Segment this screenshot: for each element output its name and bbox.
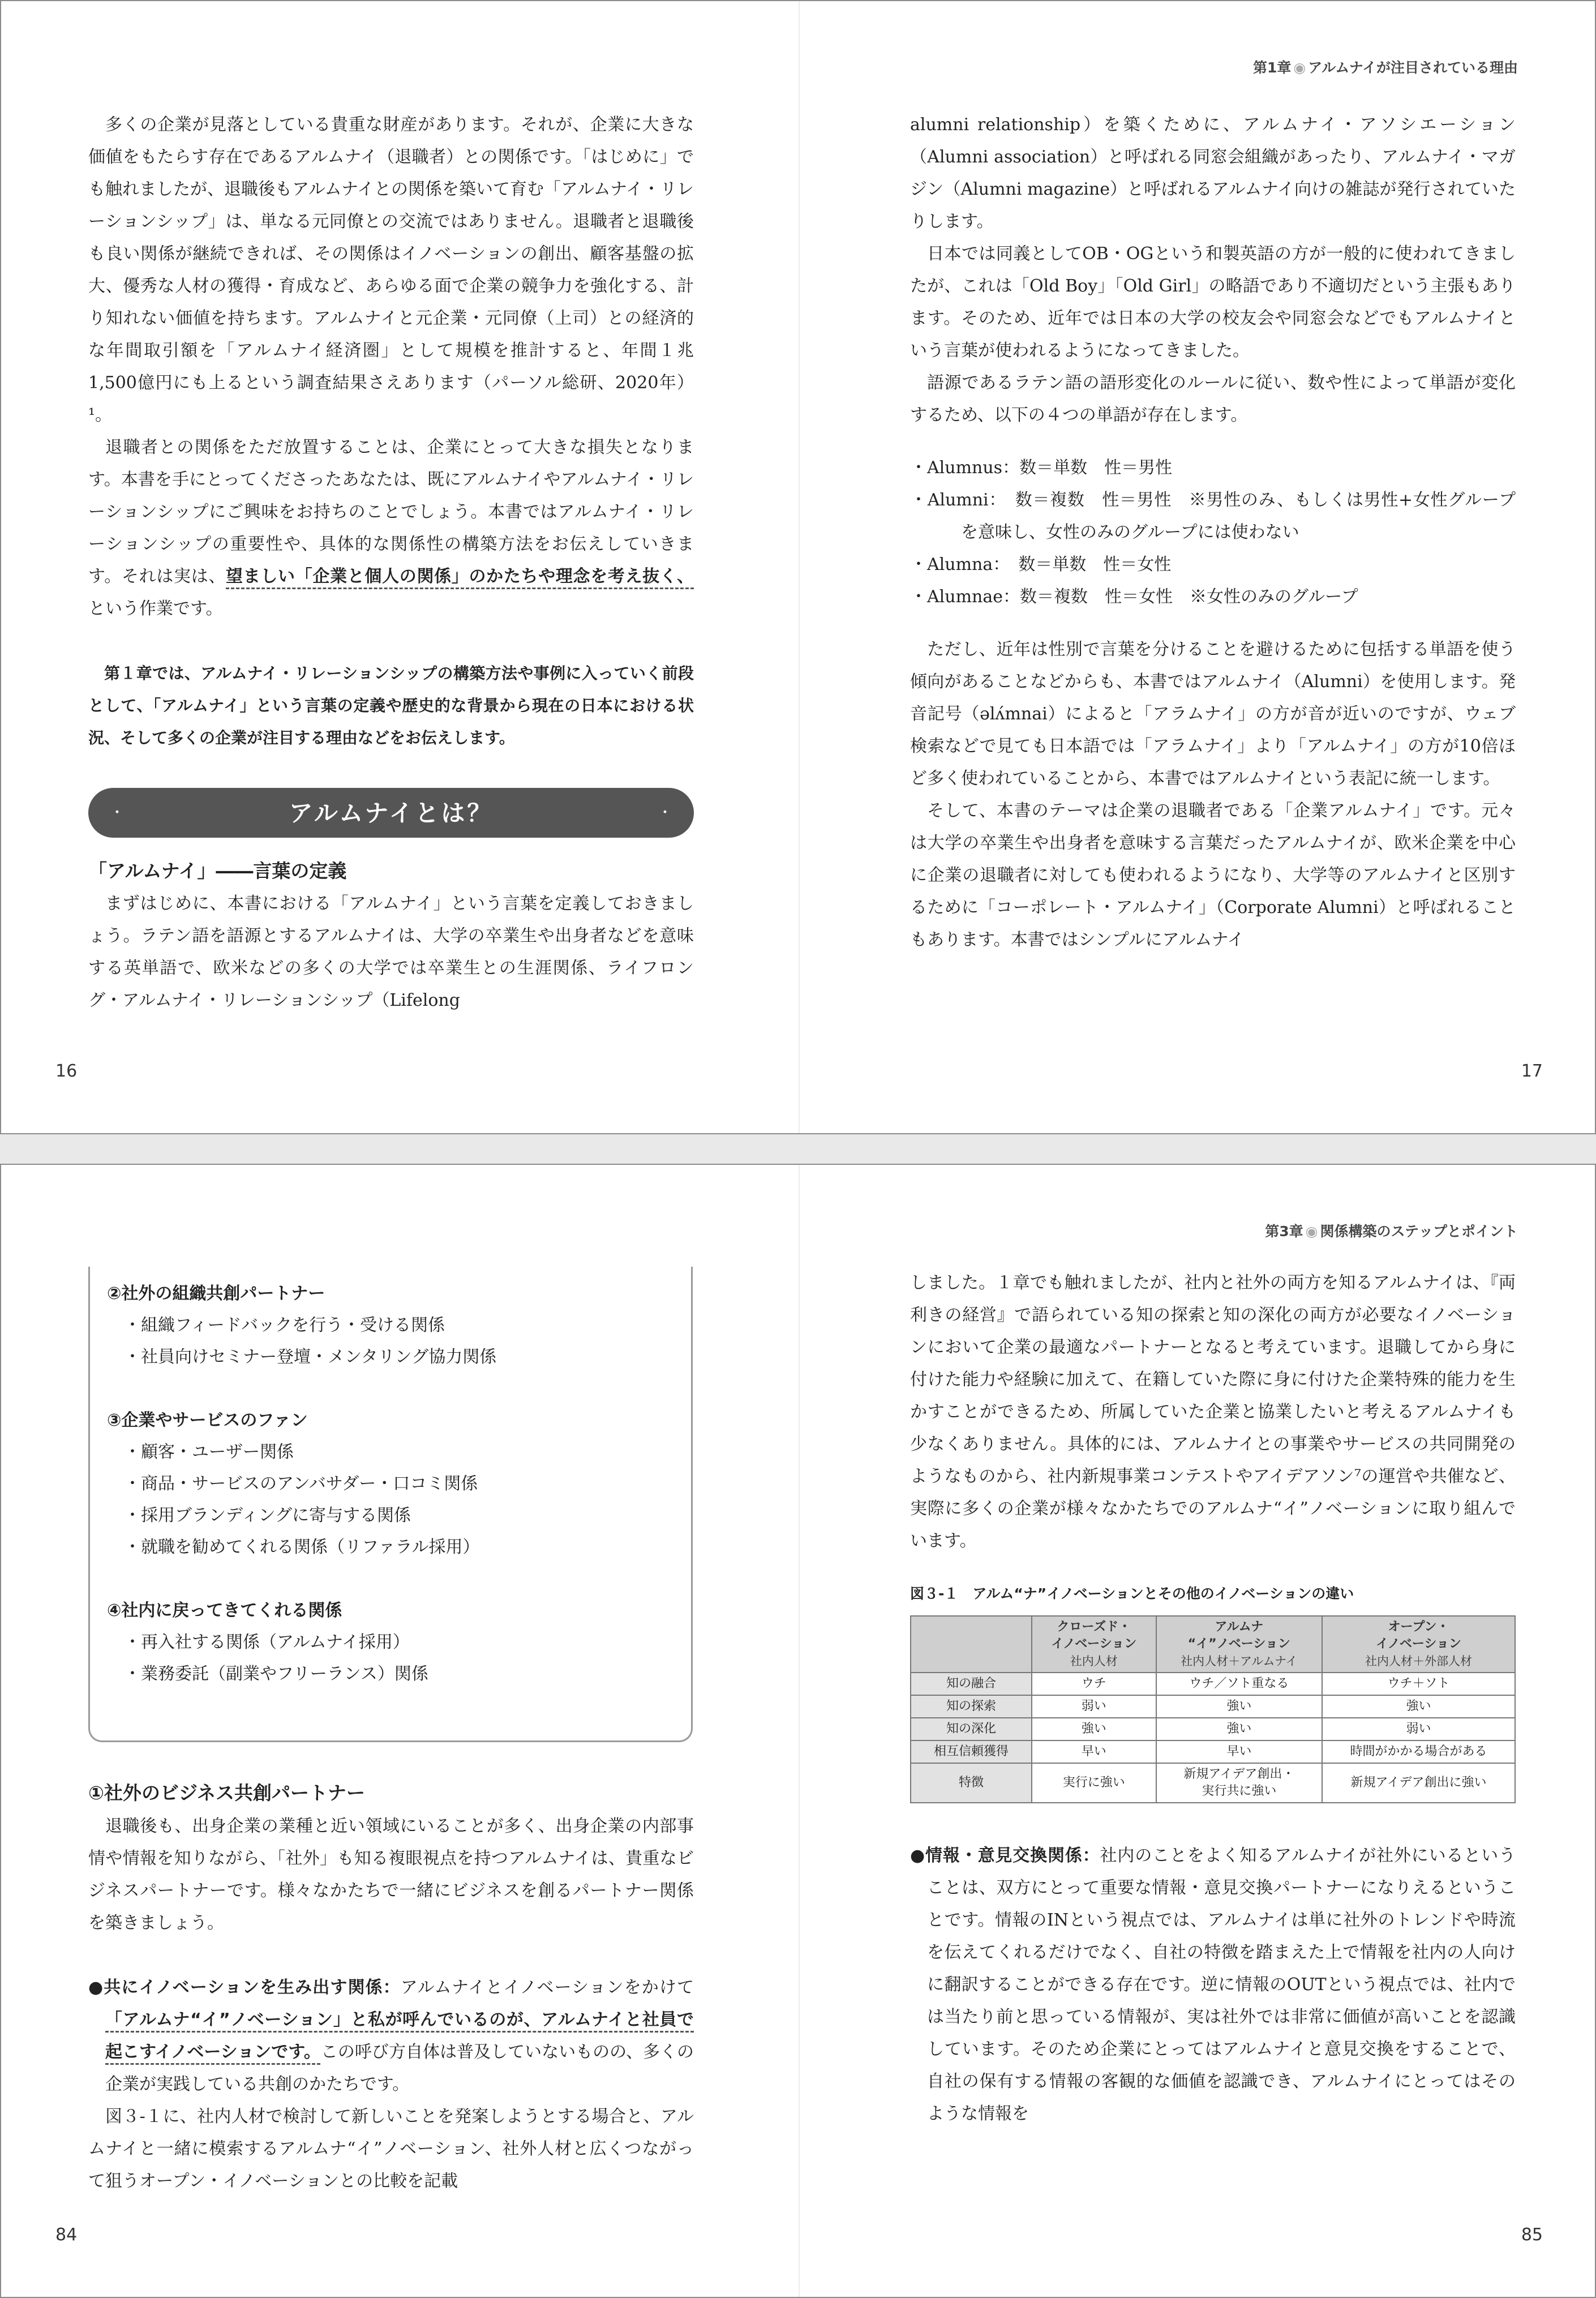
page-17-body [910,109,1516,956]
paragraph-text: アルムナイとイノベーションをかけて [400,1978,694,1997]
page-16-body [88,109,694,1017]
paragraph-text: 社内のことをよく知るアルムナイが社外にいるということは、双方にとって重要な情報・意見交換パートナーになりえるということです。情報のINという視点では、アルムナイは単に社外のトレンドや時流を伝えてくれるだけでなく、自社の特徴を踏まえた上で情報を社内の人向けに翻訳することができる存在です。逆に情報のOUTという視点では、社内では当たり前と思っている情報が、実は社外では非常に価値が高いことを認識しています。そのため企業にとってはアルムナイと意見交換をすることで、自社の保有する情報の客観的な価値を認識でき、アルムナイにとってはそのような情報を [927,1846,1516,2124]
relationship-group [107,1278,674,1373]
topic-paragraph [88,1971,694,2100]
list-item: ・再入社する関係（アルムナイ採用） [124,1632,410,1652]
page-number: 84 [55,2225,78,2245]
page-85-body [910,1267,1516,2130]
column-name: オープン・ イノベーション [1376,1620,1462,1651]
running-head-chapter: 第3章 [1265,1223,1303,1240]
table-cell: 強い [1156,1695,1323,1718]
banner-dot-icon: ・ [110,804,125,821]
column-header [1322,1616,1515,1673]
running-head-title: 関係構築のステップとポイント [1320,1223,1518,1240]
row-label: 知の融合 [911,1673,1032,1695]
column-sub: 社内人材＋アルムナイ [1181,1654,1298,1668]
table-cell: ウチ [1032,1673,1156,1695]
running-head-chapter: 第1章 [1253,59,1292,76]
table-cell: 新規アイデア創出に強い [1322,1763,1515,1803]
section-heading: ①社外のビジネス共創パートナー [88,1782,365,1804]
comparison-table [910,1615,1516,1803]
table-cell: 強い [1156,1718,1323,1740]
paragraph: alumni relationship）を築くために、アルムナイ・アソシエーション（Alumni association）と呼ばれる同窓会組織があったり、アルムナイ・マガジン（Alumni magazine）と呼ばれるアルムナイ向けの雑誌が発行されていたりします。 [910,115,1516,231]
page-84 [1,1165,799,2297]
paragraph: 日本では同義としてOB・OGという和製英語の方が一般的に使われてきましたが、これは「Old Boy」「Old Girl」の略語であり不適切だという主張もあります。そのため、近年では日本の大学の校友会や同窓会などでもアルムナイという言葉が使われるようになってきました。 [910,244,1516,361]
bullet-icon: ◉ [1305,1223,1318,1240]
word-form-list [910,452,1516,613]
page-number: 17 [1521,1061,1543,1081]
paragraph: しました。１章でも触れましたが、社内と社外の両方を知るアルムナイは、『両利きの経営』で語られている知の探索と知の深化の両方が必要なイノベーションにおいて企業の最適なパートナーとなると考えています。退職してから身に付けた能力や経験に加えて、在籍していた際に身に付けた企業特殊的能力を生かすことができるため、所属していた企業と協業したいと考えるアルムナイも少なくありません。具体的には、アルムナイとの事業やサービスの共同開発のようなものから、社内新規事業コンテストやアイデアソン⁷の運営や共催など、実際に多くの企業が様々なかたちでのアルムナ“イ”ノベーションに取り組んでいます。 [910,1273,1516,1551]
paragraph: そして、本書のテーマは企業の退職者である「企業アルムナイ」です。元々は大学の卒業生や出身者を意味する言葉だったアルムナイが、欧米企業を中心に企業の退職者に対しても使われるようになり、大学等のアルムナイと区別するために「コーポレート・アルムナイ」（Corporate Alumni）と呼ばれることもあります。本書ではシンプルにアルムナイ [910,801,1516,950]
page-17 [799,1,1596,1133]
table-cell: 実行に強い [1032,1763,1156,1803]
paragraph: 語源であるラテン語の語形変化のルールに従い、数や性によって単語が変化するため、以下の４つの単語が存在します。 [910,373,1516,425]
column-sub: 社内人材 [1070,1654,1118,1668]
paragraph: ただし、近年は性別で言葉を分けることを避けるために包括する単語を使う傾向があることなどからも、本書ではアルムナイ（Alumni）を使用します。発音記号（əlʌ́mnai）によると「アラムナイ」の方が音が近いのですが、ウェブ検索などで見ても日本語では「アラムナイ」より「アルムナイ」の方が10倍ほど多く使われていることから、本書ではアルムナイという表記に統一します。 [910,640,1516,788]
table-cell: 早い [1032,1740,1156,1763]
table-cell: 強い [1322,1695,1515,1718]
paragraph-text: という作業です。 [88,599,223,619]
table-row [911,1718,1515,1740]
group-title: ③企業やサービスのファン [107,1410,308,1430]
list-item: ・Alumni： 数＝複数 性＝男性 ※男性のみ、もしくは男性+女性グループを意味し、女性のみのグループには使わない [910,490,1516,542]
paragraph: 多くの企業が見落としている貴重な財産があります。それが、企業に大きな価値をもたらす存在であるアルムナイ（退職者）との関係です。「はじめに」でも触れましたが、退職後もアルムナイとの関係を築いて育む「アルムナイ・リレーションシップ」は、単なる元同僚との交流ではありません。退職者と退職後も良い関係が継続できれば、その関係はイノベーションの創出、顧客基盤の拡大、優秀な人材の獲得・育成など、あらゆる面で企業の競争力を強化する、計り知れない価値を持ちます。アルムナイと元企業・元同僚（上司）との経済的な年間取引額を「アルムナイ経済圏」として規模を推計すると、年間１兆1,500億円にも上るという調査結果さえあります（パーソル総研、2020年）¹。 [88,115,694,425]
section-banner [88,788,694,838]
emphasis-text: 「アルムナ“イ”ノベーション」と私が呼んでいるのが、アルムナイと社員で起こすイノベーションです。 [105,2010,694,2062]
paragraph [88,431,694,625]
paragraph-text: 退職者との関係をただ放置することは、企業にとって大きな損失となります。本書を手にとってくださったあなたは、既にアルムナイやアルムナイ・リレーションシップにご興味をお持ちのことでしょう。本書ではアルムナイ・リレーションシップの重要性や、具体的な関係性の構築方法をお伝えしていきます。それは実は、 [88,438,694,586]
list-item: ・Alumnae：数＝複数 性＝女性 ※女性のみのグループ [910,587,1358,607]
relationship-list-box [88,1267,693,1742]
group-title: ②社外の組織共創パートナー [107,1284,325,1304]
page-84-body [88,1776,694,2197]
column-sub: 社内人材＋外部人材 [1365,1654,1473,1668]
running-head [1265,1220,1518,1241]
paragraph: 退職後も、出身企業の業種と近い領域にいることが多く、出身企業の内部事情や情報を知りながら、「社外」も知る複眼視点を持つアルムナイは、貴重なビジネスパートナーです。様々なかたちで一緒にビジネスを創るパートナー関係を築きましょう。 [88,1816,694,1933]
table-corner-cell [911,1616,1032,1673]
bullet-icon: ◉ [1293,59,1306,76]
paragraph: 図３-１に、社内人材で検討して新しいことを発案しようとする場合と、アルムナイと一緒に模索するアルムナ“イ”ノベーション、社外人材と広くつながって狙うオープン・イノベーションとの比較を記載 [88,2107,694,2191]
topic-label: ●共にイノベーションを生み出す関係： [88,1978,401,1997]
table-cell: 時間がかかる場合がある [1322,1740,1515,1763]
table-header-row [911,1616,1515,1673]
topic-label: ●情報・意見交換関係： [910,1846,1100,1866]
list-item: ・採用ブランディングに寄与する関係 [124,1506,411,1525]
table-row [911,1673,1515,1695]
chapter-intro: 第１章では、アルムナイ・リレーションシップの構築方法や事例に入っていく前段として、「アルムナイ」という言葉の定義や歴史的な背景から現在の日本における状況、そして多くの企業が注目する理由などをお伝えします。 [88,664,694,747]
spread-pages-84-85 [0,1164,1596,2298]
column-header [1032,1616,1156,1673]
table-cell: ウチ＋ソト [1322,1673,1515,1695]
table-cell: ウチ／ソト重なる [1156,1673,1323,1695]
row-label: 知の探索 [911,1695,1032,1718]
table-row [911,1740,1515,1763]
list-item: ・社員向けセミナー登壇・メンタリング協力関係 [124,1347,497,1367]
page-number: 85 [1521,2225,1543,2245]
relationship-group [107,1405,674,1563]
page-number: 16 [55,1061,78,1081]
list-item: ・組織フィードバックを行う・受ける関係 [124,1315,445,1335]
list-item: ・商品・サービスのアンバサダー・口コミ関係 [124,1474,478,1494]
section-title: アルムナイとは？ [289,799,494,827]
row-label: 相互信頼獲得 [911,1740,1032,1763]
topic-paragraph [910,1840,1516,2130]
figure-caption: 図３-１ アルム“ナ”イノベーションとその他のイノベーションの違い [910,1585,1354,1602]
list-item: ・Alumnus：数＝単数 性＝男性 [910,458,1173,478]
emphasis-text: 望ましい「企業と個人の関係」のかたちや理念を考え抜く、 [226,567,694,586]
running-head-title: アルムナイが注目されている理由 [1308,59,1518,76]
banner-dot-icon: ・ [657,804,672,821]
page-85 [799,1165,1596,2297]
subheading: 「アルムナイ」――言葉の定義 [88,860,347,882]
column-name: クローズド・ イノベーション [1051,1620,1137,1651]
column-header [1156,1616,1323,1673]
paragraph-text: この呼び方自体は普及していないものの、多くの企業が実践している共創のかたちです。 [105,2042,694,2094]
table-row [911,1763,1515,1803]
table-cell: 強い [1032,1718,1156,1740]
table-cell: 早い [1156,1740,1323,1763]
page-16 [1,1,799,1133]
relationship-group [107,1595,674,1690]
list-item: ・Alumna： 数＝単数 性＝女性 [910,555,1172,574]
table-cell: 弱い [1032,1695,1156,1718]
running-head [1253,57,1518,77]
row-label: 知の深化 [911,1718,1032,1740]
table-row [911,1695,1515,1718]
group-title: ④社内に戻ってきてくれる関係 [107,1601,342,1620]
row-label: 特徴 [911,1763,1032,1803]
paragraph: まずはじめに、本書における「アルムナイ」という言葉を定義しておきましょう。ラテン語を語源とするアルムナイは、大学の卒業生や出身者などを意味する英単語で、欧米などの多くの大学では卒業生との生涯関係、ライフロング・アルムナイ・リレーションシップ（Lifelong [88,894,694,1010]
list-item: ・就職を勧めてくれる関係（リファラル採用） [124,1537,480,1557]
table-cell: 新規アイデア創出・ 実行共に強い [1156,1763,1323,1803]
list-item: ・顧客・ユーザー関係 [124,1442,294,1462]
list-item: ・業務委託（副業やフリーランス）関係 [124,1664,428,1684]
table-cell: 弱い [1322,1718,1515,1740]
spread-pages-16-17 [0,0,1596,1134]
column-name: アルムナ “イ”ノベーション [1187,1620,1290,1651]
